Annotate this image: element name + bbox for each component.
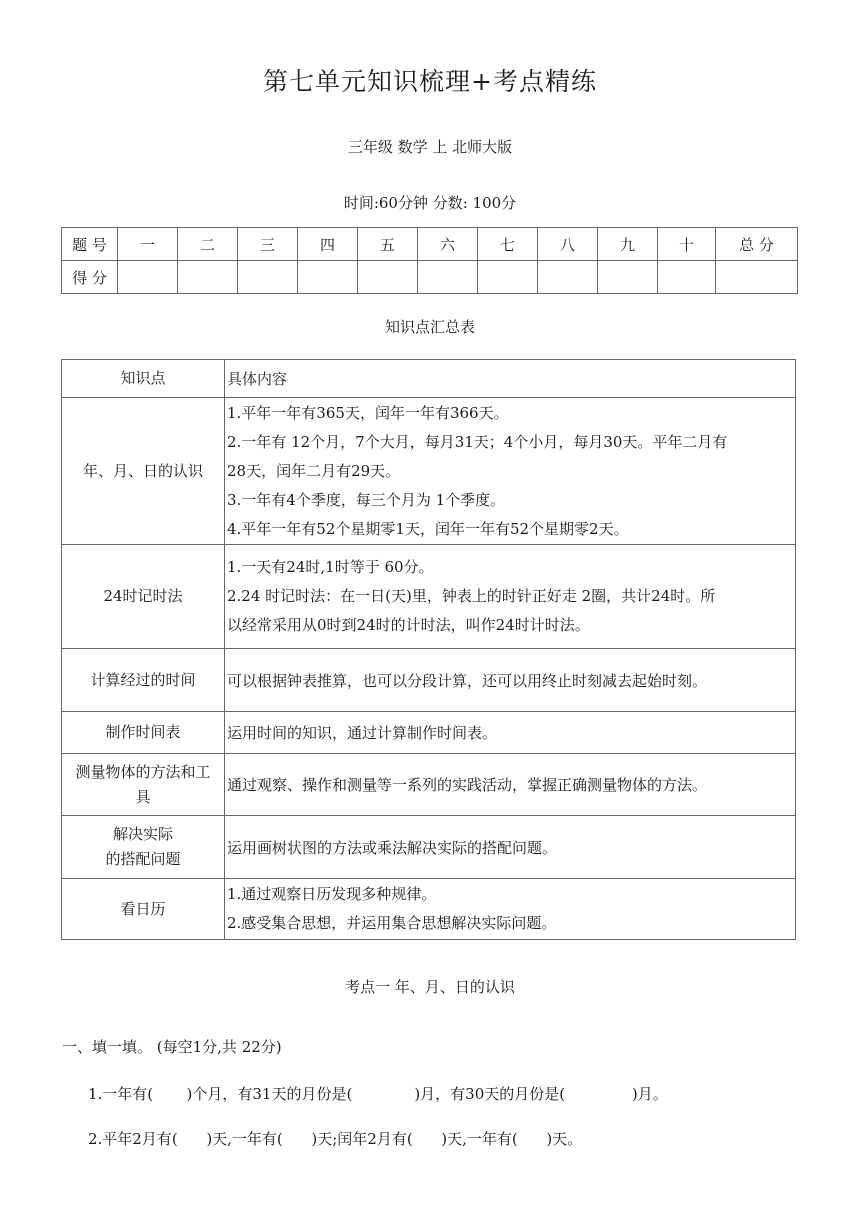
topic-line: 具	[135, 787, 151, 806]
content-line: 2.一年有 12个月，7个大月，每月31天；4个小月，每月30天。平年二月有	[227, 432, 728, 451]
content-cell: 运用画树状图的方法或乘法解决实际的搭配问题。	[225, 816, 796, 879]
table-row	[62, 712, 796, 754]
score-cell[interactable]	[418, 261, 478, 294]
content-line: 4.平年一年有52个星期零1天，闰年一年有52个星期零2天。	[227, 519, 629, 538]
topic-cell: 看日历	[62, 879, 225, 940]
topic-line: 测量物体的方法和工	[75, 762, 211, 781]
content-line: 1.一天有24时,1时等于 60分。	[227, 558, 434, 576]
topic-cell: 24时记时法	[62, 545, 225, 649]
content-cell	[225, 398, 796, 545]
score-cell[interactable]	[658, 261, 716, 294]
column-header: 十	[658, 228, 716, 261]
header-content: 具体内容	[225, 360, 796, 398]
score-cell[interactable]	[298, 261, 358, 294]
grade-subject-line: 三年级 数学 上 北师大版	[347, 138, 513, 156]
header-knowledge-point: 知识点	[62, 360, 225, 398]
column-header: 七	[478, 228, 538, 261]
column-header: 六	[418, 228, 478, 261]
score-cell[interactable]	[358, 261, 418, 294]
table-row	[62, 816, 796, 879]
score-cell[interactable]	[178, 261, 238, 294]
topic-cell: 计算经过的时间	[62, 649, 225, 712]
column-header: 一	[118, 228, 178, 261]
score-table-header-row	[62, 228, 798, 261]
column-header: 四	[298, 228, 358, 261]
content-cell: 可以根据钟表推算，也可以分段计算，还可以用终止时刻减去起始时刻。	[225, 649, 796, 712]
knowledge-summary-caption: 知识点汇总表	[384, 318, 475, 336]
question-number-label: 题 号	[62, 228, 118, 261]
question-2: 2.平年2月有( )天,一年有( )天;闰年2月有( )天,一年有( )天。	[88, 1130, 583, 1148]
question-1: 1.一年有( )个月，有31天的月份是( )月，有30天的月份是( )月。	[88, 1085, 668, 1103]
table-row	[62, 649, 796, 712]
table-row	[62, 545, 796, 649]
topic-cell	[62, 816, 225, 879]
page-title: 第七单元知识梳理+考点精练	[263, 67, 597, 96]
column-header: 八	[538, 228, 598, 261]
score-label: 得 分	[62, 261, 118, 294]
topic-cell: 制作时间表	[62, 712, 225, 754]
content-line: 3.一年有4个季度，每三个月为 1个季度。	[227, 490, 506, 509]
topic-line: 的搭配问题	[105, 850, 181, 868]
table-row	[62, 398, 796, 545]
score-cell[interactable]	[538, 261, 598, 294]
column-header: 三	[238, 228, 298, 261]
content-line: 1.平年一年有365天，闰年一年有366天。	[227, 403, 509, 422]
content-cell	[225, 879, 796, 940]
content-cell: 通过观察、操作和测量等一系列的实践活动，掌握正确测量物体的方法。	[225, 754, 796, 816]
score-cell[interactable]	[238, 261, 298, 294]
content-line: 以经常采用从0时到24时的计时法，叫作24时计时法。	[227, 616, 590, 634]
table-header-row	[62, 360, 796, 398]
exam-point-heading: 考点一 年、月、日的认识	[345, 978, 515, 996]
score-cell-total[interactable]	[716, 261, 798, 294]
content-line: 28天，闰年二月有29天。	[227, 461, 401, 480]
column-header: 九	[598, 228, 658, 261]
score-table	[61, 227, 798, 294]
content-line: 2.24 时记时法：在一日(天)里，钟表上的时针正好走 2圈，共计24时。所	[227, 587, 716, 605]
column-header-total: 总 分	[716, 228, 798, 261]
section-one-heading: 一、填一填。 (每空1分,共 22分)	[62, 1038, 282, 1056]
topic-cell	[62, 754, 225, 816]
score-cell[interactable]	[598, 261, 658, 294]
topic-line: 解决实际	[112, 825, 173, 843]
time-score-line: 时间:60分钟 分数: 100分	[343, 194, 517, 212]
score-cell[interactable]	[478, 261, 538, 294]
column-header: 二	[178, 228, 238, 261]
score-cell[interactable]	[118, 261, 178, 294]
topic-cell: 年、月、日的认识	[62, 398, 225, 545]
content-line: 1.通过观察日历发现多种规律。	[227, 885, 437, 903]
column-header: 五	[358, 228, 418, 261]
content-cell: 运用时间的知识，通过计算制作时间表。	[225, 712, 796, 754]
content-cell	[225, 545, 796, 649]
table-row	[62, 879, 796, 940]
table-row	[62, 754, 796, 816]
score-table-score-row	[62, 261, 798, 294]
content-line: 2.感受集合思想，并运用集合思想解决实际问题。	[227, 914, 557, 932]
knowledge-summary-table	[61, 359, 796, 940]
